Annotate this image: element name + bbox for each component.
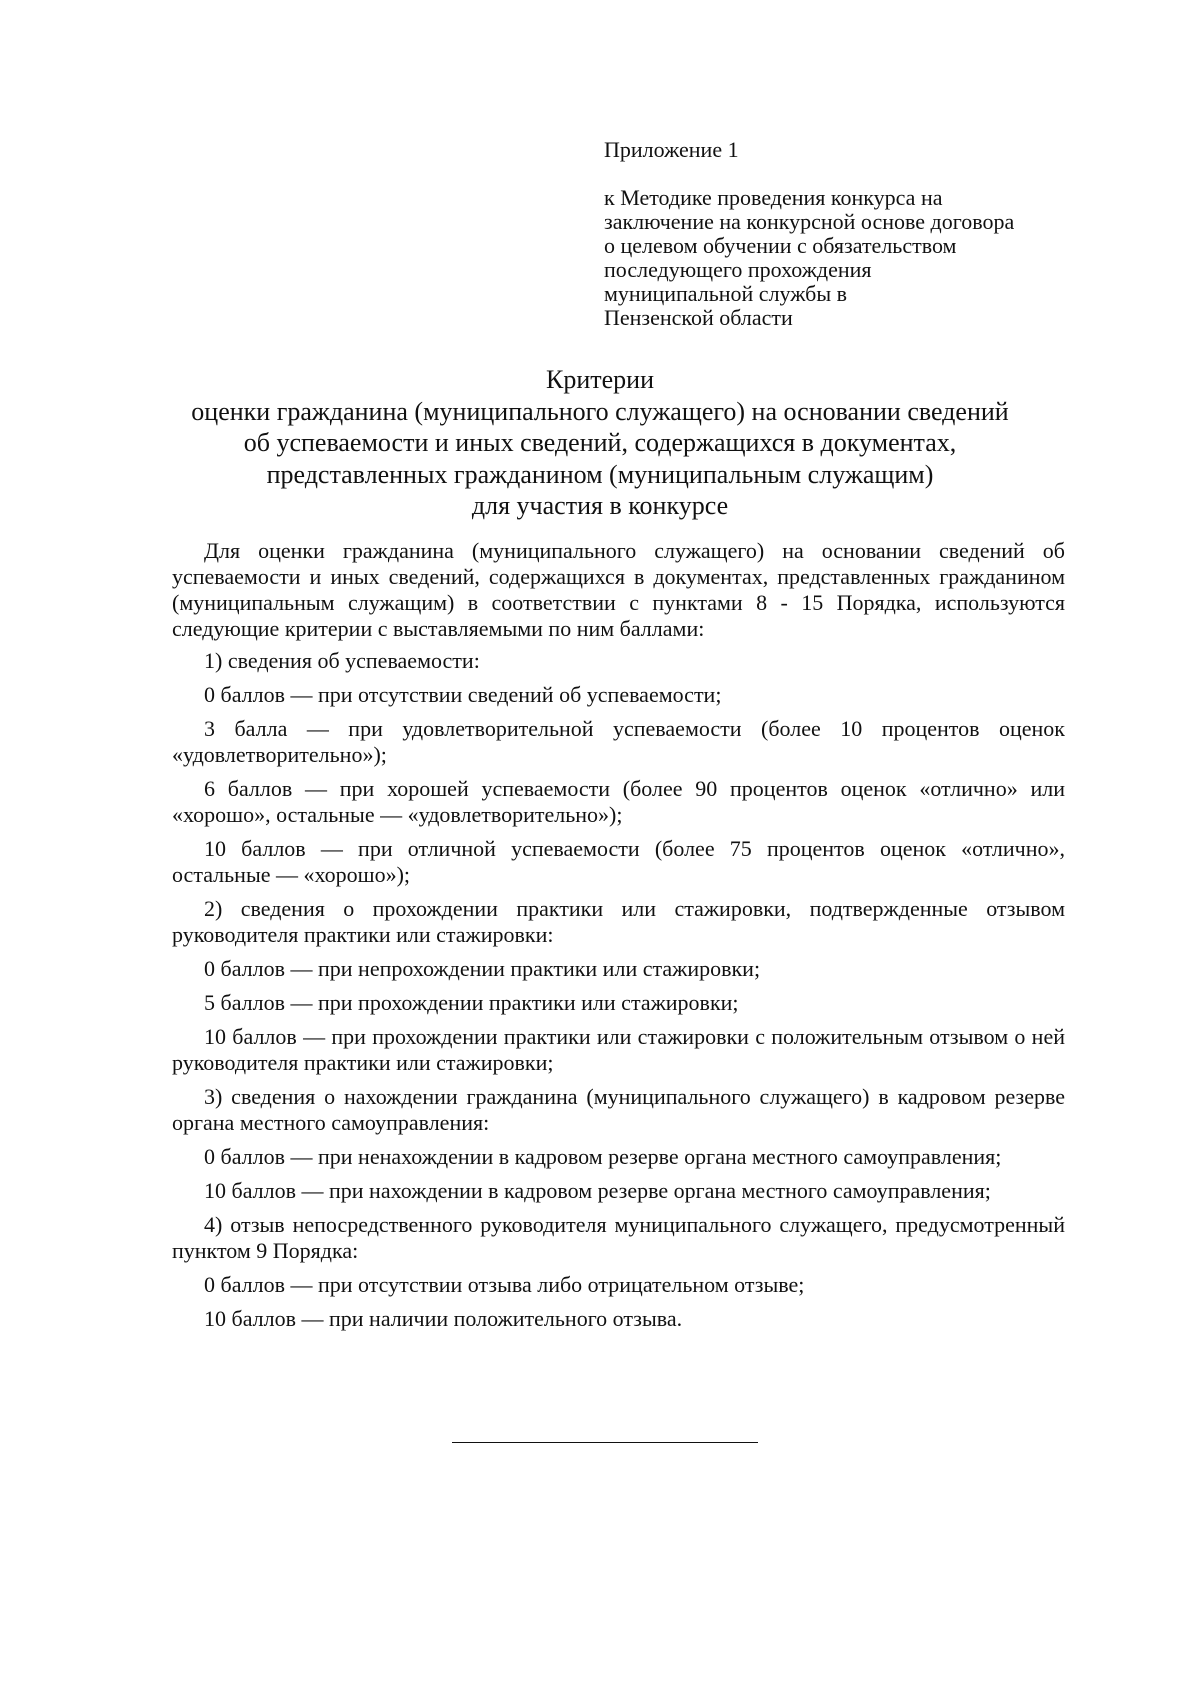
heading-subtitle-line: для участия в конкурсе xyxy=(471,491,729,520)
criteria-score-item: 3 балла — при удовлетворительной успеваемости (более 10 процентов оценок «удовлетворительно»); xyxy=(172,716,1065,767)
criteria-score-item: 5 баллов — при прохождении практики или стажировки; xyxy=(204,990,739,1015)
criteria-section: 1) сведения об успеваемости: xyxy=(204,648,480,673)
criteria-section: 3) сведения о нахождении гражданина (муниципального служащего) в кадровом резерве органа местного самоуправления: xyxy=(172,1084,1065,1135)
document-heading xyxy=(100,364,1100,522)
criteria-score-item: 10 баллов — при прохождении практики или стажировки с положительным отзывом о ней руководителя практики или стажировки; xyxy=(172,1024,1065,1075)
appendix-block xyxy=(604,138,1074,330)
criteria-section: 4) отзыв непосредственного руководителя муниципального служащего, предусмотренный пунктом 9 Порядка: xyxy=(172,1212,1065,1263)
criteria-score-item: 10 баллов — при отличной успеваемости (более 75 процентов оценок «отлично», остальные — «хорошо»); xyxy=(172,836,1065,887)
heading-subtitle-line: об успеваемости и иных сведений, содержащихся в документах, xyxy=(243,428,957,457)
appendix-reference-line: последующего прохождения xyxy=(604,257,872,282)
appendix-reference-line: Пензенской области xyxy=(604,305,793,330)
criteria-score-item: 10 баллов — при нахождении в кадровом резерве органа местного самоуправления; xyxy=(204,1178,991,1203)
heading-subtitle-line: оценки гражданина (муниципального служащего) на основании сведений xyxy=(191,396,1009,426)
criteria-score-item: 10 баллов — при наличии положительного отзыва. xyxy=(204,1306,683,1331)
appendix-reference-line: о целевом обучении с обязательством xyxy=(604,233,957,258)
end-separator-line xyxy=(452,1442,758,1443)
criteria-score-item: 6 баллов — при хорошей успеваемости (более 90 процентов оценок «отлично» или «хорошо», остальные — «удовлетворительно»); xyxy=(172,776,1065,827)
appendix-title: Приложение 1 xyxy=(604,137,739,162)
appendix-reference-line: муниципальной службы в xyxy=(604,281,848,306)
appendix-reference-line: заключение на конкурсной основе договора xyxy=(604,209,1015,234)
intro-paragraph: Для оценки гражданина (муниципального служащего) на основании сведений об успеваемости и иных сведений, содержащихся в документах, представленных гражданином (муниципальным служащим) в соответствии с пунктами 8 - 15 Порядка, используются следующие критерии с выставляемыми по ним баллами: xyxy=(172,538,1065,641)
heading-subtitle-line: представленных гражданином (муниципальным служащим) xyxy=(266,459,934,489)
criteria-score-item: 0 баллов — при отсутствии сведений об успеваемости; xyxy=(204,682,722,707)
criteria-score-item: 0 баллов — при непрохождении практики или стажировки; xyxy=(204,956,761,981)
criteria-score-item: 0 баллов — при отсутствии отзыва либо отрицательном отзыве; xyxy=(204,1272,805,1297)
appendix-reference-line: к Методике проведения конкурса на xyxy=(604,185,943,210)
criteria-score-item: 0 баллов — при ненахождении в кадровом резерве органа местного самоуправления; xyxy=(204,1144,1002,1169)
heading-title: Критерии xyxy=(546,365,654,394)
appendix-reference xyxy=(604,186,1074,330)
criteria-section: 2) сведения о прохождении практики или стажировки, подтвержденные отзывом руководителя практики или стажировки: xyxy=(172,896,1065,947)
criteria-list xyxy=(172,648,1065,1332)
document-body xyxy=(172,538,1065,1340)
